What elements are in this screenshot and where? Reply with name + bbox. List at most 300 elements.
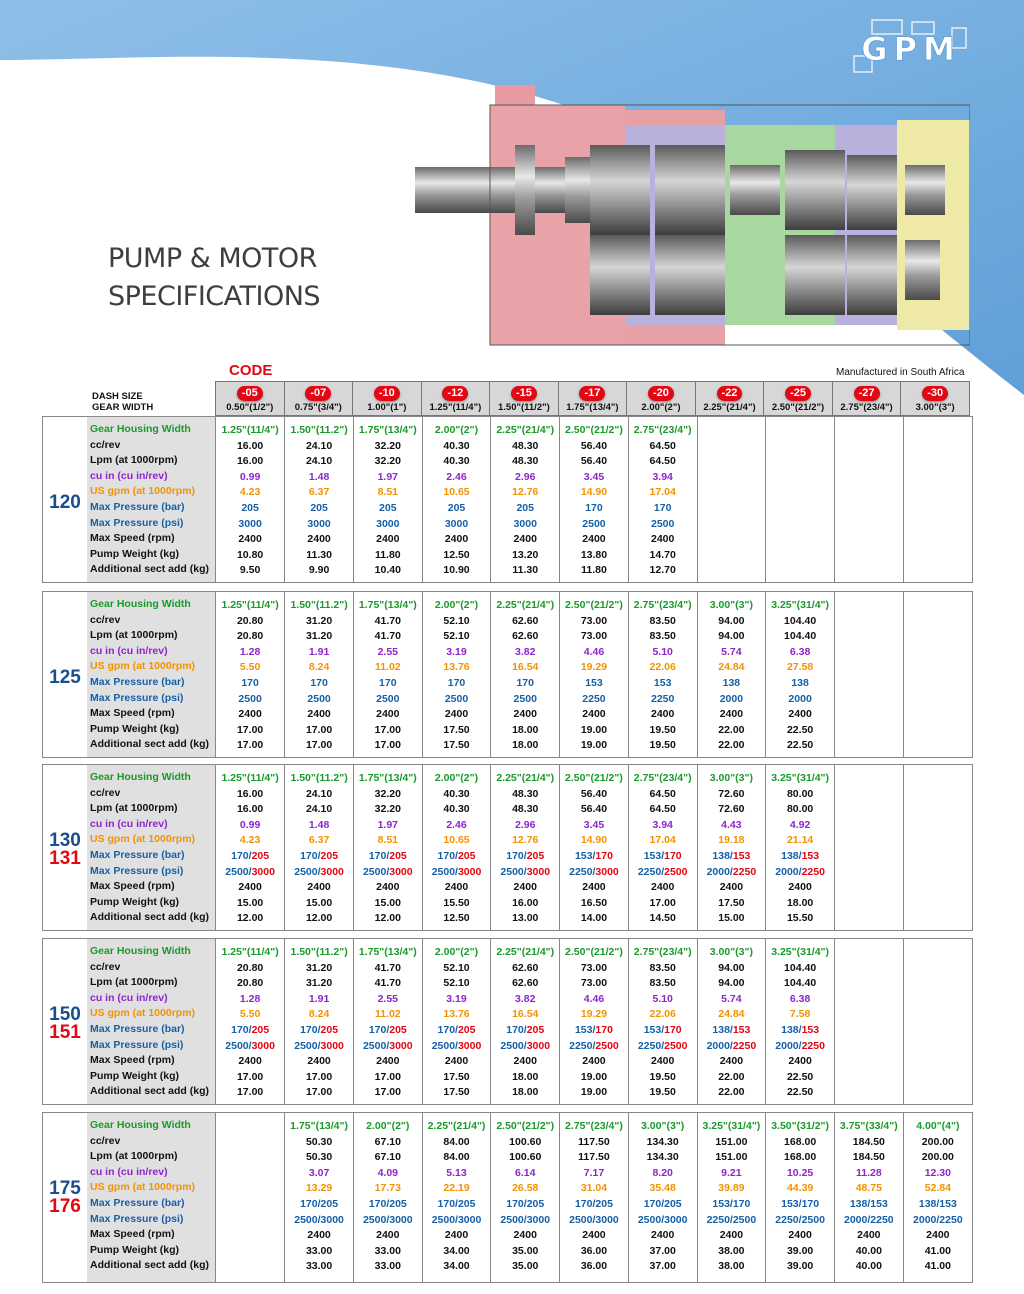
spec-cell: 13.80 — [580, 548, 608, 561]
pressure-value-131-series: 3000 — [526, 1039, 551, 1052]
spec-cell: 170 — [516, 676, 534, 689]
spec-cell: 17.50 — [443, 739, 470, 752]
row-label: US gpm (at 1000rpm) — [90, 1181, 196, 1194]
spec-cell: 56.40 — [580, 455, 608, 468]
spec-column — [422, 765, 491, 930]
pressure-value-130-series: 170/ — [300, 849, 321, 862]
spec-column — [216, 765, 285, 930]
dash-code-header — [215, 381, 970, 416]
spec-column — [353, 592, 422, 757]
spec-cell — [285, 865, 353, 881]
row-label: Additional sect add (kg) — [90, 738, 210, 751]
spec-cell: 44.39 — [786, 1182, 814, 1195]
pressure-value-130-series: 170/ — [437, 1197, 458, 1210]
spec-cell: 2500 — [444, 692, 469, 705]
spec-values-table — [216, 939, 972, 1104]
pressure-value-131-series: 205 — [389, 1197, 407, 1210]
spec-cell: 21.14 — [786, 834, 814, 847]
series-id: 175 — [49, 1178, 81, 1199]
spec-cell: 2400 — [444, 708, 469, 721]
spec-cell: 6.37 — [308, 486, 330, 499]
spec-cell: 18.00 — [786, 896, 814, 909]
spec-cell: 24.10 — [305, 439, 333, 452]
spec-cell: 2400 — [788, 708, 812, 721]
pressure-value-130-series: 2500/ — [500, 1039, 527, 1052]
pressure-value-130-series: 2500/ — [362, 1039, 390, 1052]
spec-cell: 2400 — [307, 1055, 331, 1068]
spec-cell: 1.25"(11/4") — [221, 599, 279, 611]
spec-cell: 17.00 — [236, 739, 264, 752]
spec-cell: 24.10 — [305, 787, 333, 800]
pressure-value-131-series: 2500 — [801, 1213, 825, 1226]
spec-cell: 83.50 — [649, 961, 676, 974]
row-label: Gear Housing Width — [90, 771, 191, 783]
spec-cell: 2.50"(21/2") — [565, 599, 623, 611]
spec-cell — [766, 1039, 834, 1055]
series-id: 151 — [49, 1022, 81, 1043]
spec-column — [285, 417, 354, 582]
pressure-value-130-series: 2000/ — [844, 1213, 871, 1226]
pressure-value-130-series: 2500/ — [362, 865, 390, 878]
spec-column — [353, 1113, 422, 1282]
spec-cell: 73.00 — [580, 961, 608, 974]
spec-cell: 22.06 — [649, 661, 676, 674]
pressure-value-130-series: 2000/ — [706, 1039, 733, 1052]
spec-cell: 2500 — [376, 692, 400, 705]
spec-cell: 8.20 — [652, 1166, 673, 1179]
spec-cell: 15.00 — [236, 896, 264, 909]
spec-cell: 104.40 — [784, 614, 817, 627]
spec-cell: 3.07 — [308, 1166, 330, 1179]
spec-cell: 2400 — [719, 708, 744, 721]
spec-cell: 17.00 — [374, 739, 401, 752]
spec-cell: 14.00 — [580, 912, 608, 925]
spec-cell: 138 — [722, 676, 741, 689]
spec-cell: 3000 — [376, 517, 400, 530]
spec-cell: 1.25"(11/4") — [221, 424, 279, 436]
row-label: Lpm (at 1000rpm) — [90, 629, 178, 642]
row-label: Additional sect add (kg) — [90, 911, 210, 924]
pressure-value-130-series: 2250/ — [775, 1213, 802, 1226]
dash-code-badge: -30 — [922, 386, 948, 401]
spec-cell: 14.90 — [580, 834, 608, 847]
spec-cell: 40.00 — [855, 1244, 882, 1257]
spec-cell: 56.40 — [580, 803, 608, 816]
pressure-value-130-series: 153/ — [643, 849, 665, 862]
spec-cell: 3000 — [444, 517, 469, 530]
spec-cell: 64.50 — [649, 455, 676, 468]
pressure-value-131-series: 205 — [320, 1197, 339, 1210]
spec-cell: 138 — [791, 676, 809, 689]
pressure-value-130-series: 170/ — [231, 849, 252, 862]
spec-cell: 151.00 — [715, 1135, 748, 1148]
spec-cell: 0.99 — [239, 818, 261, 831]
row-label: Max Pressure (bar) — [90, 1023, 185, 1035]
spec-cell: 100.60 — [509, 1151, 542, 1164]
row-label: Pump Weight (kg) — [90, 547, 180, 560]
spec-cell: 10.65 — [443, 486, 470, 499]
spec-column — [560, 417, 629, 582]
spec-cell: 22.06 — [649, 1008, 676, 1021]
spec-cell: 17.00 — [374, 723, 401, 736]
spec-cell: 13.76 — [443, 1008, 470, 1021]
spec-cell: 52.10 — [443, 961, 470, 974]
pressure-value-131-series: 3000 — [526, 865, 551, 878]
spec-cell: 72.60 — [718, 803, 745, 816]
spec-table-125 — [42, 591, 973, 758]
spec-values-row — [216, 939, 972, 1104]
dash-code-cell — [764, 382, 833, 416]
spec-cell: 48.30 — [512, 439, 539, 452]
spec-cell: 10.40 — [374, 564, 401, 577]
spec-cell: 1.28 — [239, 645, 261, 658]
spec-cell: 4.43 — [721, 818, 742, 831]
spec-cell: 3.82 — [515, 645, 536, 658]
spec-cell: 3.00"(3") — [709, 772, 753, 784]
page-title — [108, 240, 320, 316]
row-label: cu in (cu in/rev) — [90, 991, 168, 1004]
pressure-value-131-series: 3000 — [320, 1213, 344, 1226]
spec-column — [216, 592, 285, 757]
spec-cell: 24.10 — [305, 803, 333, 816]
row-label: Gear Housing Width — [90, 945, 191, 957]
spec-cell: 3.50"(31/2") — [771, 1120, 830, 1132]
spec-column — [903, 765, 972, 930]
spec-cell: 2400 — [719, 1229, 744, 1242]
spec-values-row — [216, 1113, 972, 1282]
pressure-value-130-series: 153/ — [643, 1023, 665, 1036]
spec-cell: 19.00 — [580, 1086, 608, 1099]
spec-cell: 3.45 — [583, 470, 605, 483]
spec-cell: 16.00 — [236, 803, 264, 816]
spec-cell: 84.00 — [443, 1135, 470, 1148]
spec-cell: 4.23 — [239, 834, 261, 847]
spec-column — [353, 417, 422, 582]
spec-cell: 3000 — [238, 517, 262, 530]
spec-table-130-131 — [42, 764, 973, 931]
spec-cell: 41.00 — [924, 1260, 951, 1273]
spec-cell: 4.23 — [239, 486, 261, 499]
spec-cell: 73.00 — [580, 630, 608, 643]
dash-code-cell — [421, 382, 490, 416]
spec-cell: 83.50 — [649, 977, 676, 990]
spec-cell: 32.20 — [374, 455, 401, 468]
spec-cell: 4.92 — [789, 818, 811, 831]
pressure-value-130-series: 2250/ — [637, 865, 665, 878]
spec-cell: 17.00 — [374, 1086, 401, 1099]
row-label: Lpm (at 1000rpm) — [90, 454, 178, 467]
spec-cell: 50.30 — [305, 1151, 333, 1164]
spec-cell: 2400 — [513, 708, 537, 721]
pressure-value-131-series: 2500 — [664, 1039, 688, 1052]
spec-cell: 4.46 — [583, 992, 605, 1005]
spec-cell: 16.00 — [236, 787, 264, 800]
spec-cell: 15.50 — [443, 896, 470, 909]
spec-column — [697, 939, 766, 1104]
spec-cell — [354, 865, 422, 881]
spec-column — [491, 939, 560, 1104]
row-label: Max Pressure (psi) — [90, 516, 184, 529]
spec-cell: 11.02 — [374, 661, 401, 674]
gear-width-value: 2.25"(21/4") — [703, 402, 756, 413]
spec-column — [903, 592, 972, 757]
spec-cell: 2400 — [650, 881, 675, 894]
spec-cell — [491, 1197, 559, 1213]
spec-cell — [423, 1039, 491, 1055]
spec-cell: 56.40 — [580, 787, 608, 800]
pressure-value-131-series: 205 — [251, 849, 270, 862]
dash-code-cell — [284, 382, 353, 416]
pressure-value-130-series: 2500/ — [225, 1039, 252, 1052]
pressure-value-131-series: 2500 — [595, 1039, 619, 1052]
spec-cell: 72.60 — [718, 787, 745, 800]
pressure-value-131-series: 2250 — [939, 1213, 963, 1226]
spec-column — [628, 939, 697, 1104]
spec-cell: 35.00 — [512, 1260, 539, 1273]
spec-cell: 2400 — [582, 533, 606, 546]
pressure-value-131-series: 170 — [595, 849, 613, 862]
pressure-value-130-series: 138/ — [918, 1197, 940, 1210]
spec-cell: 9.90 — [308, 564, 330, 577]
title-line-1: PUMP & MOTOR — [108, 243, 317, 274]
spec-cell: 2400 — [307, 533, 331, 546]
pressure-value-131-series: 153 — [801, 1023, 820, 1036]
spec-cell: 1.75"(13/4") — [358, 772, 417, 784]
dash-code-badge: -27 — [854, 386, 880, 401]
row-label: Max Pressure (psi) — [90, 1038, 184, 1051]
spec-cell: 7.58 — [789, 1008, 811, 1021]
spec-cell: 19.18 — [718, 834, 745, 847]
pressure-value-131-series: 205 — [595, 1197, 613, 1210]
spec-column — [216, 1113, 285, 1282]
spec-cell: 22.00 — [718, 1086, 745, 1099]
pressure-value-131-series: 170 — [801, 1197, 820, 1210]
spec-cell: 12.00 — [305, 912, 333, 925]
spec-cell: 14.50 — [649, 912, 676, 925]
spec-cell — [560, 1023, 628, 1039]
spec-cell: 168.00 — [784, 1151, 817, 1164]
spec-cell: 1.50"(11.2") — [290, 772, 348, 784]
spec-cell: 27.58 — [786, 661, 814, 674]
spec-column — [491, 765, 560, 930]
gear-width-value: 1.50"(11/2") — [497, 402, 550, 413]
spec-cell: 48.30 — [512, 455, 539, 468]
spec-cell: 9.50 — [239, 564, 261, 577]
spec-values-table — [216, 417, 972, 582]
spec-cell: 13.00 — [512, 912, 539, 925]
spec-cell: 15.00 — [305, 896, 333, 909]
code-label: CODE — [229, 362, 273, 379]
spec-cell: 31.20 — [305, 977, 333, 990]
spec-cell: 19.00 — [580, 739, 608, 752]
row-label: Lpm (at 1000rpm) — [90, 802, 178, 815]
row-label: Additional sect add (kg) — [90, 1085, 210, 1098]
spec-cell — [491, 1023, 559, 1039]
spec-cell: 73.00 — [580, 977, 608, 990]
row-label: cu in (cu in/rev) — [90, 644, 168, 657]
spec-cell: 41.70 — [374, 961, 401, 974]
spec-cell — [423, 1197, 491, 1213]
spec-cell: 170 — [241, 676, 259, 689]
spec-cell — [216, 1023, 284, 1039]
row-label: cc/rev — [90, 960, 121, 973]
spec-cell: 2400 — [513, 533, 537, 546]
spec-cell: 67.10 — [374, 1135, 401, 1148]
gear-width-value: 2.00"(2") — [641, 402, 681, 413]
dash-code-badge: -12 — [442, 386, 468, 401]
spec-cell: 80.00 — [786, 803, 814, 816]
spec-cell: 19.50 — [649, 723, 676, 736]
spec-cell: 1.97 — [377, 818, 399, 831]
spec-cell: 34.00 — [443, 1260, 470, 1273]
spec-cell: 16.00 — [512, 896, 539, 909]
pressure-value-130-series: 2500/ — [500, 1213, 527, 1226]
spec-cell: 18.00 — [512, 1086, 539, 1099]
row-label: Additional sect add (kg) — [90, 563, 210, 576]
spec-column — [903, 417, 972, 582]
spec-cell: 170 — [310, 676, 328, 689]
spec-cell: 32.20 — [374, 803, 401, 816]
spec-cell: 40.30 — [443, 439, 470, 452]
dash-code-badge: -25 — [785, 386, 811, 401]
row-label: Pump Weight (kg) — [90, 1069, 180, 1082]
pressure-value-131-series: 3000 — [526, 1213, 551, 1226]
spec-cell: 153 — [585, 676, 603, 689]
spec-cell: 3.25"(31/4") — [771, 772, 830, 784]
spec-cell: 2400 — [788, 881, 812, 894]
spec-cell: 104.40 — [784, 977, 817, 990]
pressure-value-131-series: 2250 — [801, 1039, 825, 1052]
row-label: Gear Housing Width — [90, 423, 191, 435]
spec-column — [560, 939, 629, 1104]
spec-cell: 2500 — [513, 692, 537, 705]
spec-cell: 1.97 — [377, 470, 399, 483]
spec-cell — [560, 1197, 628, 1213]
spec-cell: 2400 — [238, 881, 262, 894]
spec-cell: 16.50 — [580, 896, 608, 909]
spec-column — [834, 417, 903, 582]
spec-cell: 184.50 — [852, 1151, 885, 1164]
spec-column — [903, 939, 972, 1104]
spec-cell: 37.00 — [649, 1244, 676, 1257]
spec-cell: 94.00 — [718, 977, 745, 990]
spec-cell: 184.50 — [852, 1135, 885, 1148]
spec-cell: 12.00 — [236, 912, 264, 925]
pressure-value-131-series: 2250 — [870, 1213, 894, 1226]
series-id: 125 — [49, 667, 81, 688]
spec-column — [834, 592, 903, 757]
spec-cell — [216, 865, 284, 881]
spec-cell: 52.10 — [443, 630, 470, 643]
spec-cell: 205 — [310, 501, 328, 514]
spec-cell: 62.60 — [512, 961, 539, 974]
dash-code-header-row — [216, 382, 970, 416]
title-line-2: SPECIFICATIONS — [108, 281, 321, 312]
spec-cell: 2.75"(23/4") — [633, 424, 692, 436]
spec-cell: 17.00 — [236, 1086, 264, 1099]
spec-cell: 48.30 — [512, 787, 539, 800]
row-label: US gpm (at 1000rpm) — [90, 485, 196, 498]
spec-cell: 83.50 — [649, 614, 676, 627]
row-label: Max Speed (rpm) — [90, 880, 175, 893]
spec-cell: 3.19 — [446, 645, 467, 658]
spec-cell: 1.48 — [308, 470, 330, 483]
spec-cell: 31.20 — [305, 614, 333, 627]
pressure-value-130-series: 170/ — [643, 1197, 665, 1210]
spec-cell: 9.21 — [721, 1166, 742, 1179]
spec-cell: 2.25"(21/4") — [496, 946, 555, 958]
spec-cell: 2.00"(2") — [434, 424, 479, 436]
dash-size-gear-width-label — [92, 391, 153, 413]
row-label: cu in (cu in/rev) — [90, 469, 168, 482]
pressure-value-131-series: 3000 — [389, 865, 413, 878]
spec-column — [628, 417, 697, 582]
spec-cell: 17.00 — [236, 1070, 264, 1083]
pressure-value-130-series: 153/ — [574, 849, 596, 862]
dash-code-badge: -22 — [717, 386, 743, 401]
pressure-value-131-series: 205 — [389, 849, 407, 862]
spec-cell: 170 — [447, 676, 466, 689]
spec-cell: 11.30 — [512, 564, 539, 577]
spec-cell: 94.00 — [718, 614, 745, 627]
spec-column — [766, 592, 835, 757]
pressure-value-130-series: 170/ — [300, 1023, 321, 1036]
spec-cell: 205 — [241, 501, 259, 514]
spec-cell — [560, 1213, 628, 1229]
spec-cell: 64.50 — [649, 803, 676, 816]
row-label: US gpm (at 1000rpm) — [90, 833, 196, 846]
spec-cell: 3000 — [513, 517, 537, 530]
spec-cell: 40.30 — [443, 787, 470, 800]
spec-cell — [904, 1197, 972, 1213]
row-label: cc/rev — [90, 613, 121, 626]
spec-cell — [285, 1197, 353, 1213]
spec-cell: 94.00 — [718, 630, 745, 643]
spec-cell: 2400 — [307, 881, 331, 894]
pressure-value-130-series: 2500/ — [500, 865, 527, 878]
spec-cell: 3.82 — [515, 992, 536, 1005]
spec-column — [491, 417, 560, 582]
spec-cell: 19.00 — [580, 723, 608, 736]
spec-cell — [629, 849, 697, 865]
spec-cell: 200.00 — [921, 1151, 954, 1164]
pressure-value-131-series: 3000 — [457, 1213, 482, 1226]
spec-column — [834, 765, 903, 930]
spec-cell: 1.91 — [308, 992, 330, 1005]
spec-cell — [629, 1023, 697, 1039]
spec-cell: 1.75"(13/4") — [358, 599, 417, 611]
spec-cell — [766, 865, 834, 881]
spec-cell: 17.50 — [718, 896, 745, 909]
dash-code-cell — [901, 382, 970, 416]
spec-values-row — [216, 765, 972, 930]
spec-cell: 200.00 — [921, 1135, 954, 1148]
spec-cell — [423, 1213, 491, 1229]
spec-cell: 2.25"(21/4") — [496, 599, 555, 611]
pressure-value-130-series: 2250/ — [706, 1213, 733, 1226]
row-label: Lpm (at 1000rpm) — [90, 1150, 178, 1163]
pressure-value-130-series: 170/ — [506, 849, 527, 862]
spec-cell: 5.13 — [446, 1166, 467, 1179]
series-id: 130 — [49, 830, 81, 851]
pressure-value-130-series: 2250/ — [569, 1039, 596, 1052]
spec-cell — [354, 1023, 422, 1039]
spec-cell: 32.20 — [374, 439, 401, 452]
spec-cell: 2500 — [582, 517, 606, 530]
spec-cell: 11.28 — [855, 1166, 882, 1179]
spec-cell: 6.37 — [308, 834, 330, 847]
spec-cell: 1.28 — [239, 992, 261, 1005]
